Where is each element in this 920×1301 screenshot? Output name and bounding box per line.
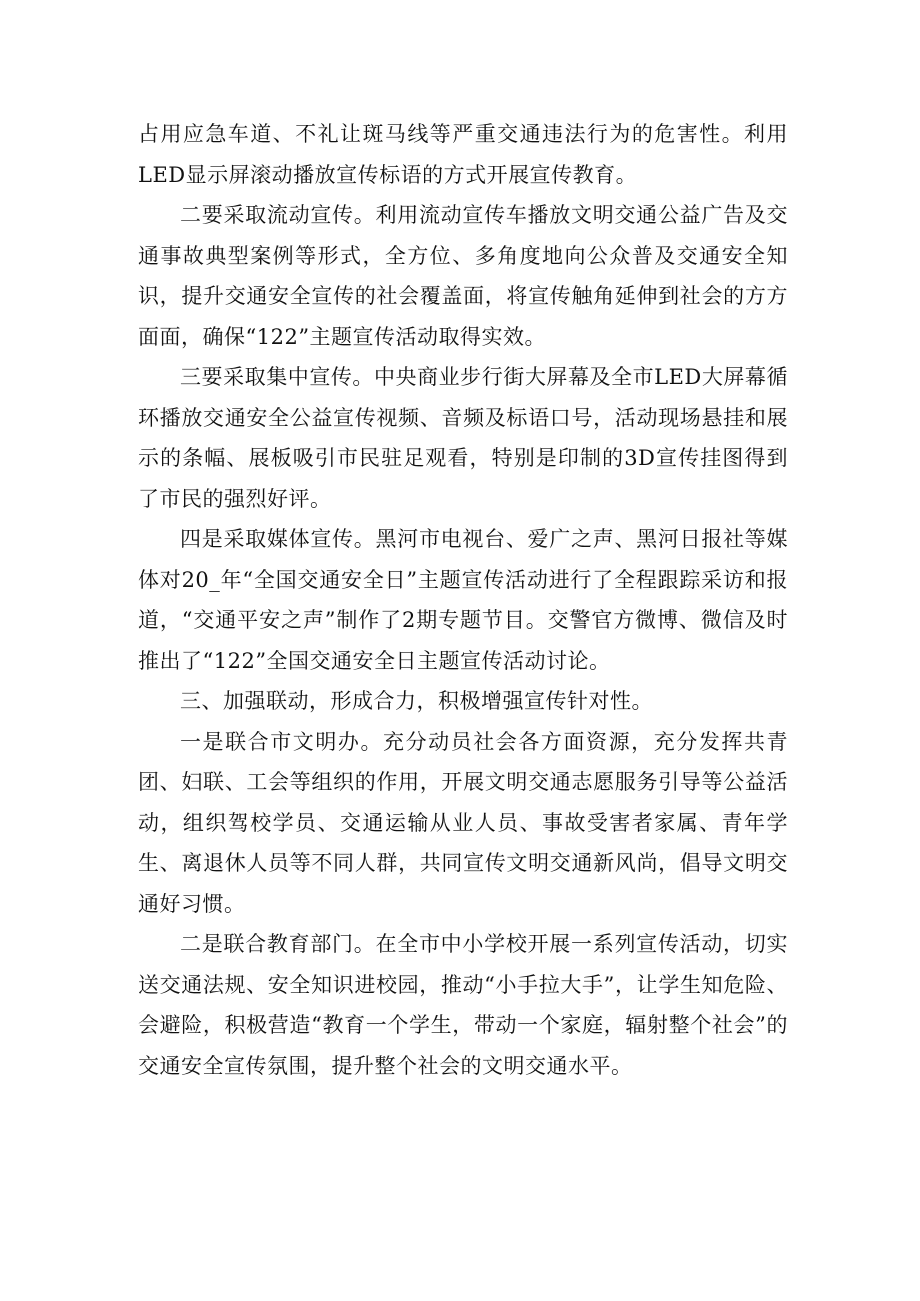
paragraph-education-department: 二是联合教育部门。在全市中小学校开展一系列宣传活动，切实送交通法规、安全知识进校园，推动“小手拉大手”，让学生知危险、会避险，积极营造“教育一个学生，带动一个家庭，辐射整个社会”的交通安全宣传氛围，提升整个社会的文明交通水平。 [138,932,788,1078]
paragraph-civilization-office: 一是联合市文明办。充分动员社会各方面资源，充分发挥共青团、妇联、工会等组织的作用，开展文明交通志愿服务引导等公益活动，组织驾校学员、交通运输从业人员、事故受害者家属、青年学生、离退休人员等不同人群，共同宣传文明交通新风尚，倡导文明交通好习惯。 [138,729,788,916]
paragraph-mobile-publicity: 二要采取流动宣传。利用流动宣传车播放文明交通公益广告及交通事故典型案例等形式，全方位、多角度地向公众普及交通安全知识，提升交通安全宣传的社会覆盖面，将宣传触角延伸到社会的方方面面，确保“122”主题宣传活动取得实效。 [138,203,788,349]
document-body [138,114,788,1086]
paragraph-continuation: 占用应急车道、不礼让斑马线等严重交通违法行为的危害性。利用LED显示屏滚动播放宣传标语的方式开展宣传教育。 [138,122,788,187]
paragraph-centralized-publicity: 三要采取集中宣传。中央商业步行街大屏幕及全市LED大屏幕循环播放交通安全公益宣传视频、音频及标语口号，活动现场悬挂和展示的条幅、展板吸引市民驻足观看，特别是印制的3D宣传挂图得到了市民的强烈好评。 [138,365,788,511]
section-heading-three: 三、加强联动，形成合力，积极增强宣传针对性。 [180,689,653,713]
paragraph-media-publicity: 四是采取媒体宣传。黑河市电视台、爱广之声、黑河日报社等媒体对20_年“全国交通安全日”主题宣传活动进行了全程跟踪采访和报道，“交通平安之声”制作了2期专题节目。交警官方微博、微信及时推出了“122”全国交通安全日主题宣传活动讨论。 [138,527,788,673]
